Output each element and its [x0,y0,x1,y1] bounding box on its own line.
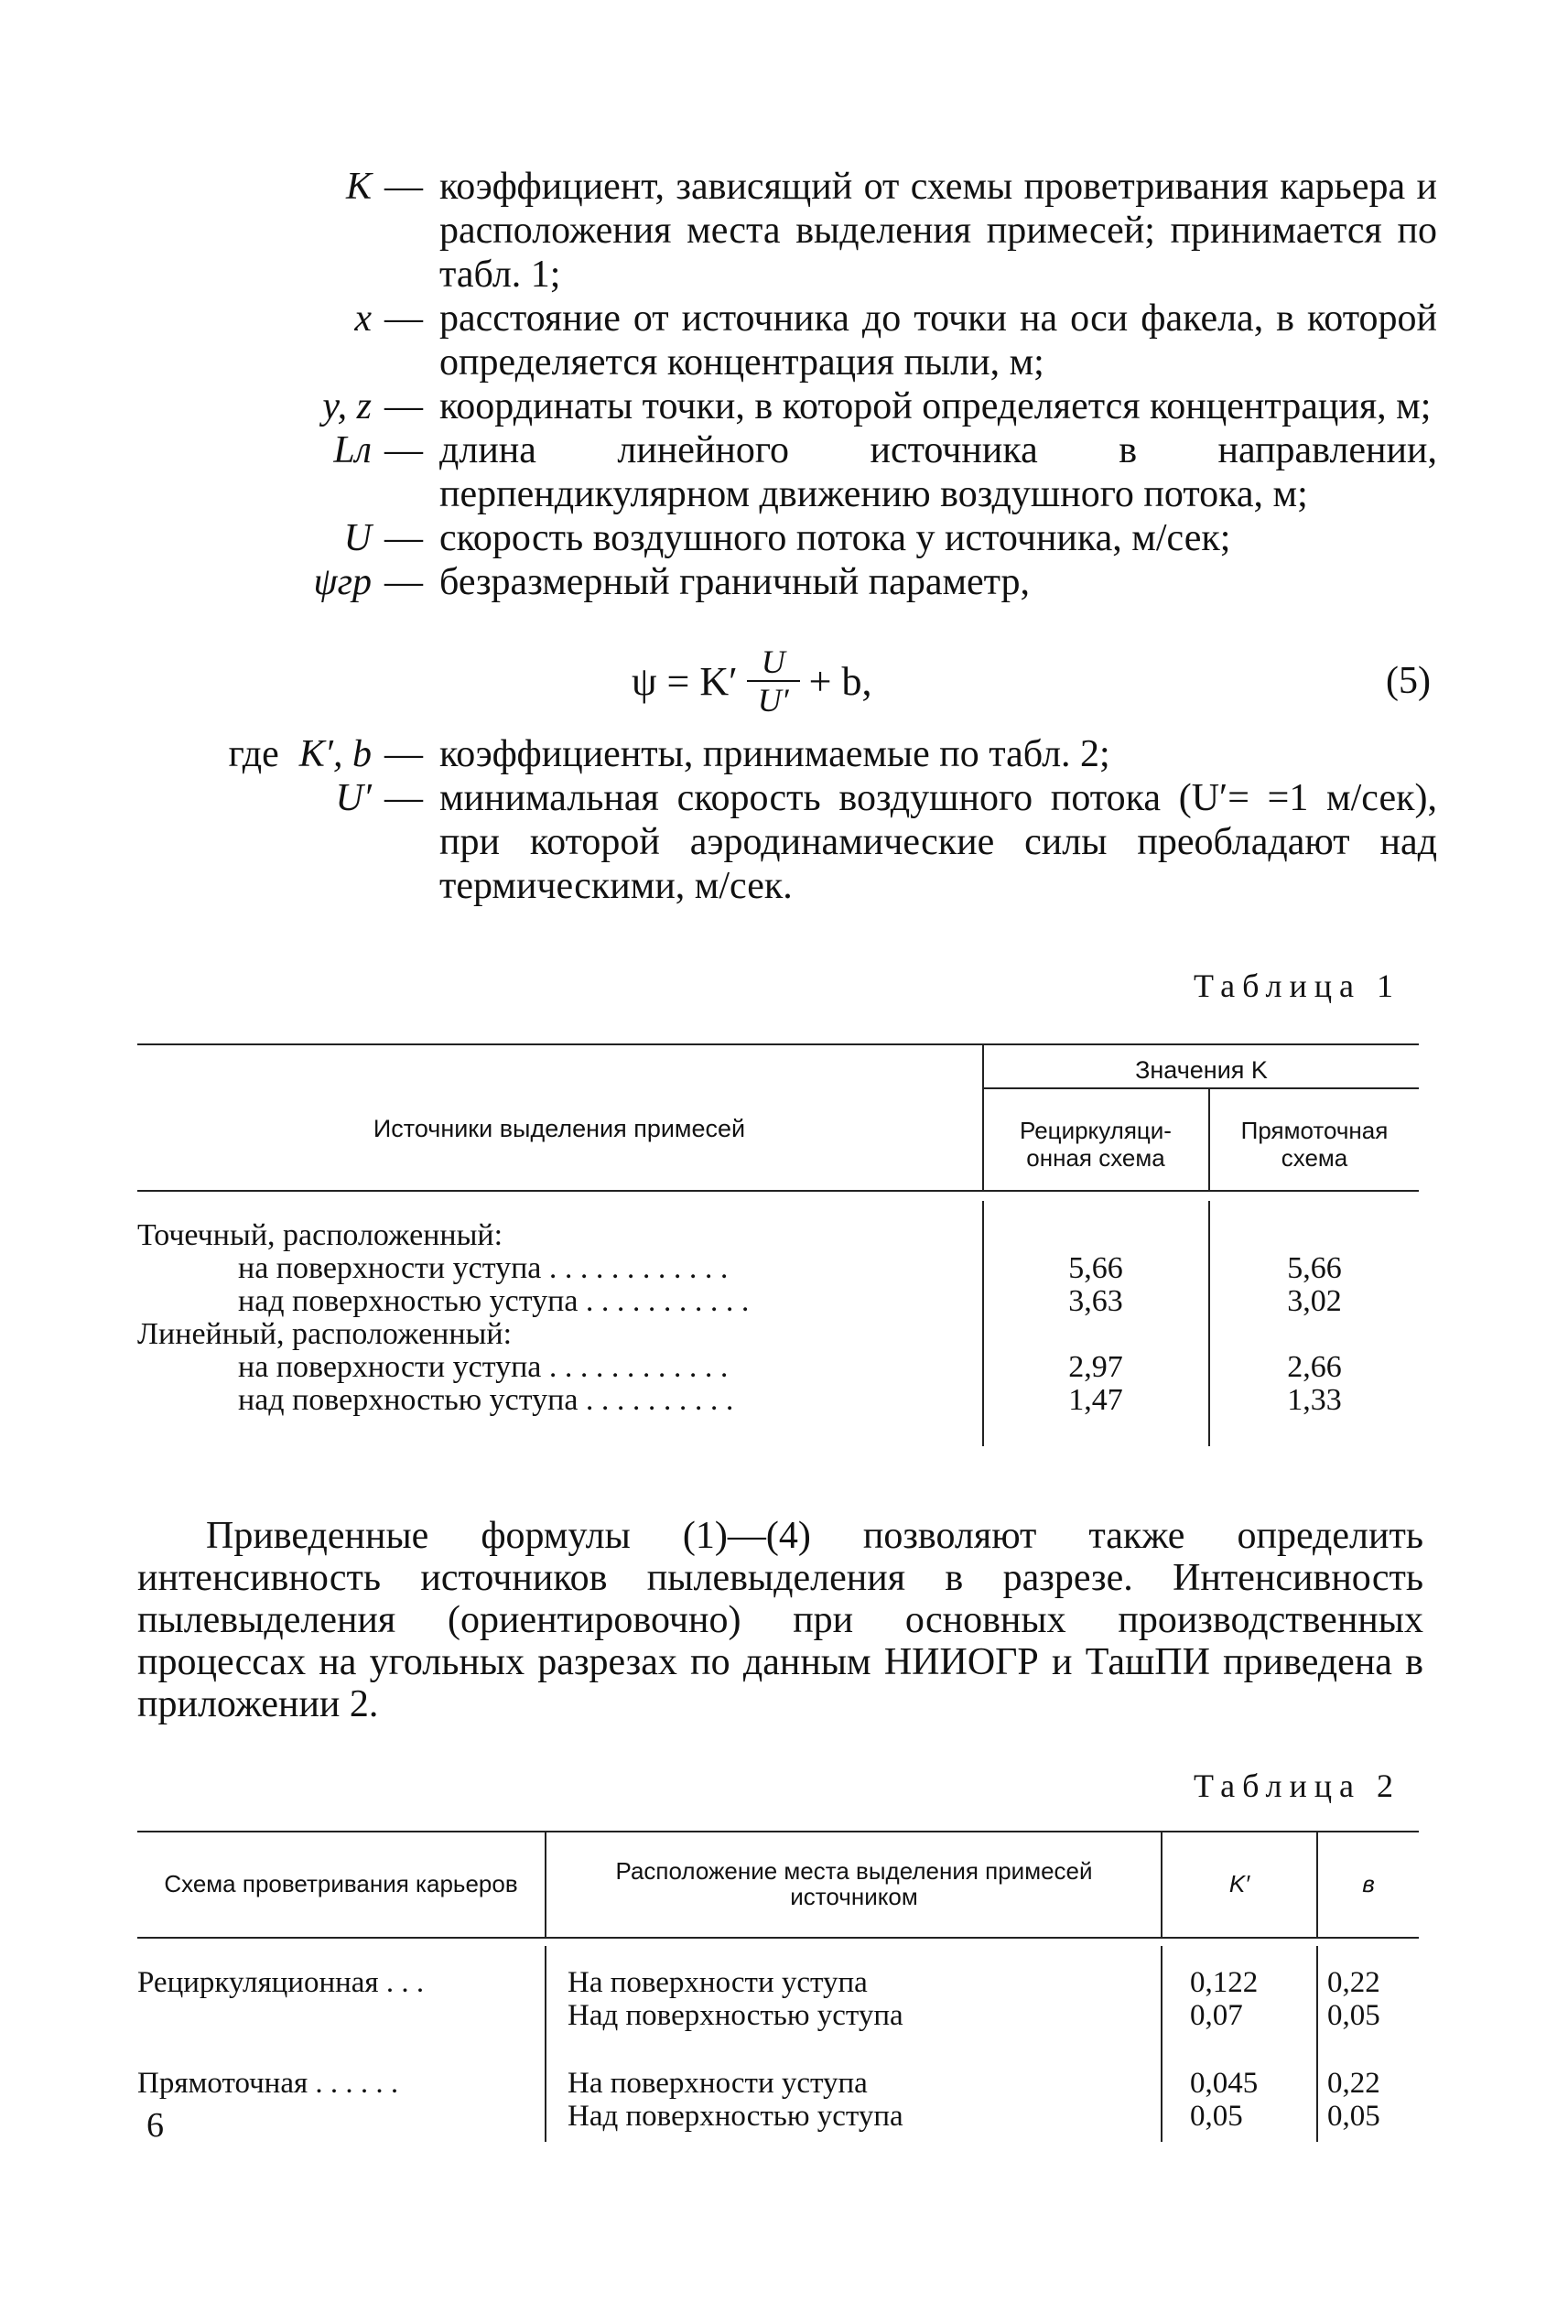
row-label: на поверхности уступа . . . . . . . . . . . . [238,1351,729,1384]
definition-text: скорость воздушного потока у источника, м/сек; [439,517,1231,559]
location-cell: На поверхности уступа [568,1966,868,1999]
formula-rhs: + b, [808,658,872,704]
scheme-label: Рециркуляционная . . . [137,1966,425,1999]
table2-header-location: Расположение места выделения примесей источником [615,1857,1093,1910]
definition-text: координаты точки, в которой определяется концентрация, м; [439,385,1432,427]
definition-text: коэффициенты, принимаемые по табл. 2; [439,733,1110,775]
table-row [137,1252,1419,1285]
table1-header-recirc: Рециркуляци- онная схема [1020,1117,1172,1172]
b-cell: 0,05 [1327,2100,1380,2133]
definition-symbol: ψгр [313,561,372,603]
definition-symbol: Lл [333,429,372,471]
table1-header-direct: Прямоточная схема [1240,1117,1389,1172]
formula-denominator: U′ [747,680,800,719]
definition-text: коэффициент, зависящий от схемы проветривания карьера и расположения места выделения примесей; принимается по табл. 1; [439,166,1437,296]
b-cell: 0,05 [1327,1999,1380,2032]
definition-text: минимальная скорость воздушного потока (U′= =1 м/сек), при которой аэродинамические силы преобладают над термическими, м/сек. [439,777,1437,907]
b-cell: 0,22 [1327,1966,1380,1999]
cell-recirc: 2,97 [1068,1350,1123,1384]
page-number: 6 [146,2106,164,2145]
formula-fraction [747,643,800,719]
row-label: Линейный, расположенный: [137,1318,513,1351]
formula-expression [632,637,871,725]
k-cell: 0,122 [1190,1966,1259,1999]
definition-item: U — скорость воздушного потока у источника, м/сек; [137,516,1437,560]
cell-direct: 5,66 [1287,1251,1342,1285]
definitions-list [137,165,1437,604]
table-2 [137,1831,1419,2142]
definition-symbol: U′ [335,777,372,819]
formula-number: (5) [1386,660,1431,702]
formula-5 [0,637,1568,725]
body-paragraph: Приведенные формулы (1)—(4) позволяют также определить интенсивность источников пылевыделения в разрезе. Интенсивность пылевыделения (ориентировочно) при основных производственных процессах на угольных разрезах по данным НИИОГР и ТашПИ приведена в приложении 2. [137,1515,1423,1725]
definition-lead: где [228,733,279,775]
definition-symbol: U [343,517,372,559]
row-label: над поверхностью уступа . . . . . . . . . . [238,1384,734,1417]
definition-symbol: x [354,297,372,340]
table1-header-source: Источники выделения примесей [373,1115,746,1142]
cell-recirc: 3,63 [1068,1284,1123,1318]
table-row [137,1285,1419,1318]
b-cell: 0,22 [1327,2067,1380,2100]
table-row [137,1318,1419,1351]
definition-item: ψгр — безразмерный граничный параметр, [137,560,1437,604]
row-label: над поверхностью уступа . . . . . . . . . . . [238,1285,750,1318]
k-cell: 0,05 [1190,2100,1243,2133]
k-cell: 0,045 [1190,2067,1259,2100]
definition-item: U′ — минимальная скорость воздушного потока (U′= =1 м/сек), при которой аэродинамические силы преобладают над термическими, м/сек. [335,777,1437,907]
location-cell: Над поверхностью уступа [568,1999,903,2032]
definitions-list-2 [137,732,1437,908]
definition-item: y, z — координаты точки, в которой определяется концентрация, м; [137,384,1437,428]
cell-recirc: 1,47 [1068,1383,1123,1417]
k-cell: 0,07 [1190,1999,1243,2032]
row-label: на поверхности уступа . . . . . . . . . . . . [238,1252,729,1285]
table2-header-k: K′ [1228,1870,1250,1897]
table-row [137,1219,1419,1252]
table2-header-b: в [1362,1870,1375,1897]
table-row [137,1384,1419,1417]
table2-header-scheme: Схема проветривания карьеров [164,1870,518,1897]
location-cell: На поверхности уступа [568,2067,868,2100]
formula-numerator: U [761,643,785,680]
definition-item: x — расстояние от источника до точки на оси факела, в которой определяется концентрация пыли, м; [137,297,1437,384]
table1-header-k: Значения K [1135,1056,1268,1084]
definition-item: где K′, b — коэффициенты, принимаемые по табл. 2; [137,732,1437,776]
definition-text: расстояние от источника до точки на оси факела, в которой определяется концентрация пыли, м; [439,297,1437,384]
location-cell: Над поверхностью уступа [568,2100,903,2133]
table2-caption: Таблица 2 [1194,1767,1400,1804]
cell-direct: 2,66 [1287,1350,1342,1384]
table-row [137,1351,1419,1384]
definition-symbol: K′, b [298,733,372,775]
cell-recirc: 5,66 [1068,1251,1123,1285]
row-label: Точечный, расположенный: [137,1219,503,1252]
definition-symbol: y, z [322,385,372,427]
definition-item: Lл — длина линейного источника в направлении, перпендикулярном движению воздушного потока, м; [137,428,1437,516]
definition-symbol: K [345,166,372,208]
definition-item: K — коэффициент, зависящий от схемы проветривания карьера и расположения места выделения примесей; принимается по табл. 1; [137,165,1437,297]
table1-caption: Таблица 1 [1194,967,1400,1004]
formula-lhs: ψ = K′ [632,658,738,704]
cell-direct: 1,33 [1287,1383,1342,1417]
table-1 [137,1043,1419,1446]
scheme-label: Прямоточная . . . . . . [137,2067,399,2100]
definition-text: безразмерный граничный параметр, [439,561,1031,603]
definition-text: длина линейного источника в направлении, перпендикулярном движению воздушного потока, м; [439,429,1437,515]
cell-direct: 3,02 [1287,1284,1342,1318]
